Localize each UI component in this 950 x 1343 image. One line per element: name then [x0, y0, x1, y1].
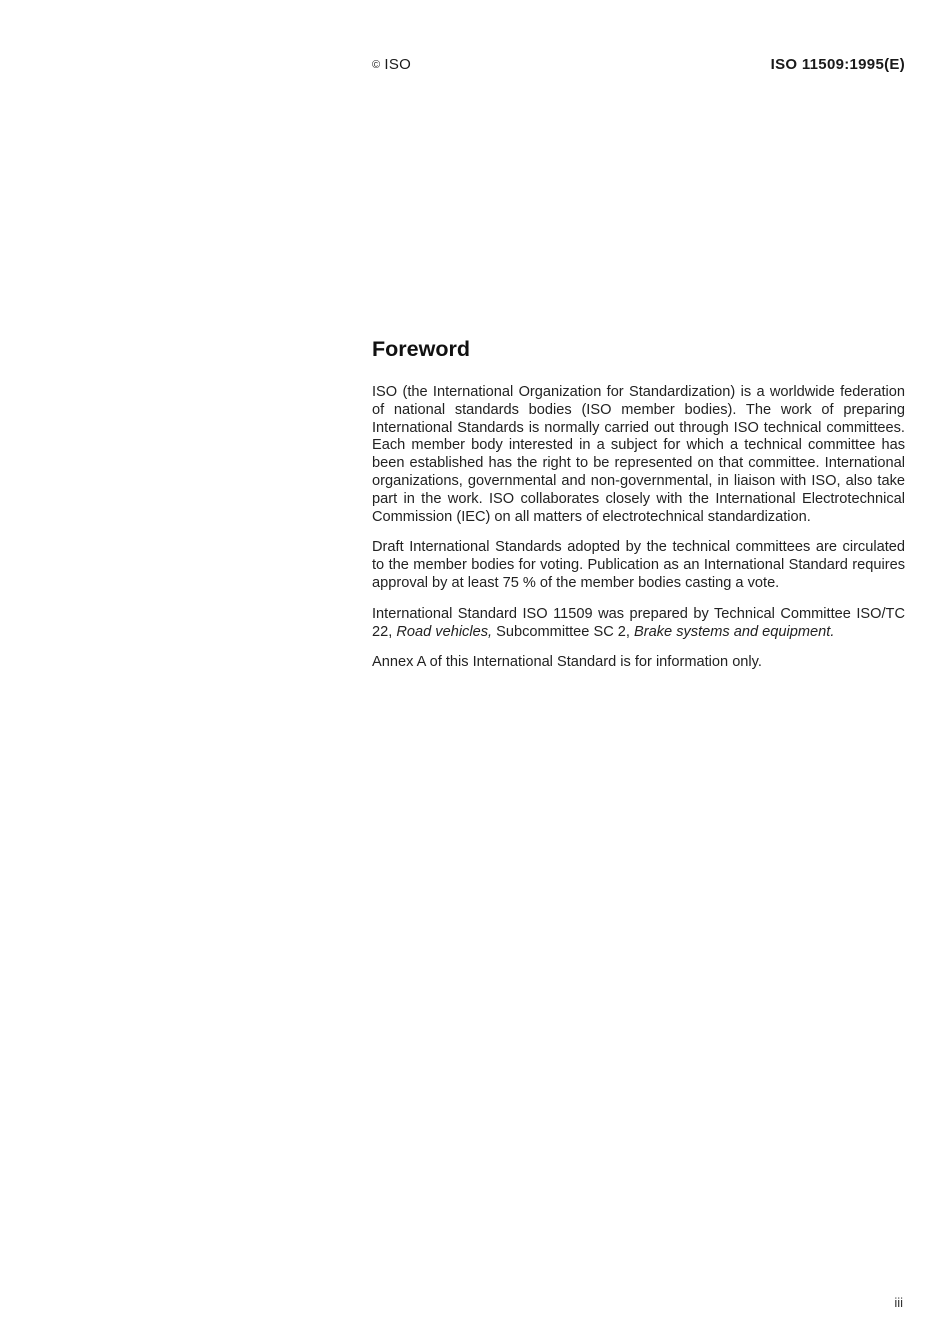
foreword-paragraph-2: Draft International Standards adopted by the technical committees are circulated to the member bodies for voting. Publication as an International Standard requires approval by at least 75 % of the member bodies casting a vote. [372, 539, 905, 591]
copyright-icon: © [372, 59, 381, 71]
paragraph-3-text-middle: Subcommittee SC 2, [492, 623, 635, 640]
page-number: iii [894, 1295, 903, 1310]
header-standard-id: ISO 11509:1995(E) [770, 56, 905, 73]
paragraph-3-text-start: International Standard ISO 11509 was prepared by Technical Committee ISO/TC 22, [372, 605, 905, 640]
subcommittee-name: Brake systems and equipment. [634, 623, 835, 640]
header-organization: ISO [384, 56, 412, 73]
committee-name: Road vehicles, [396, 623, 493, 640]
foreword-paragraph-1: ISO (the International Organization for Standardization) is a worldwide federation of national standards bodies (ISO member bodies). The work of preparing International Standards is normally carried out through ISO technical committees. Each member body interested in a subject for which a technical committee has been established has the right to be represented on that committee. International organizations, governmental and non-governmental, in liaison with ISO, also take part in the work. ISO collaborates closely with the International Electrotechnical Commission (IEC) on all matters of electrotechnical standardization. [372, 384, 905, 525]
foreword-paragraph-3 [372, 606, 905, 642]
foreword-title: Foreword [372, 337, 470, 361]
header-copyright [372, 56, 411, 74]
foreword-section [372, 334, 905, 685]
foreword-paragraph-4: Annex A of this International Standard is for information only. [372, 654, 762, 671]
